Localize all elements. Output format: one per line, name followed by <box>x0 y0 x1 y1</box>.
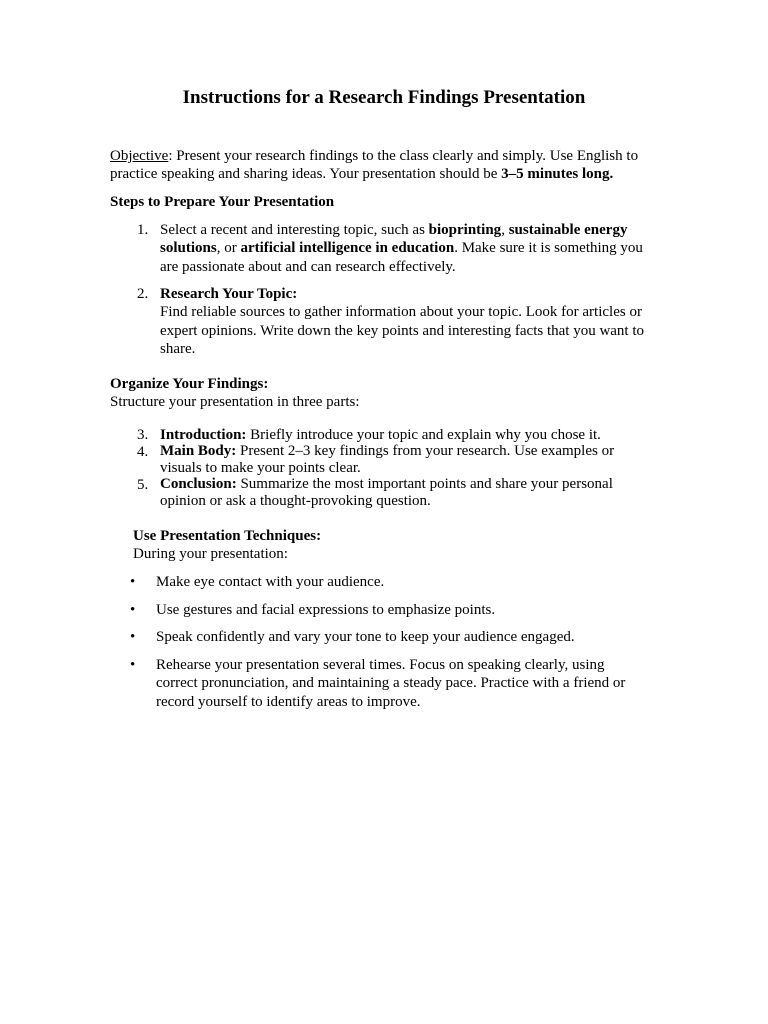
item-3-label: Introduction: <box>160 427 247 443</box>
item-5-label: Conclusion: <box>160 476 237 492</box>
step-1-intro: Select a recent and interesting topic, such as <box>160 222 429 238</box>
objective-label: Objective <box>110 148 169 164</box>
item-3-number: 3. <box>137 427 149 443</box>
bullet-icon: • <box>130 602 136 618</box>
techniques-intro: During your presentation: <box>133 546 288 562</box>
step-2-heading: Research Your Topic: <box>160 286 298 302</box>
objective-duration: 3–5 minutes long. <box>501 166 614 183</box>
bullet-icon: • <box>130 657 136 673</box>
organize-heading: Organize Your Findings: <box>110 376 269 392</box>
technique-item: Rehearse your presentation several times. Focus on speaking clearly, using correct pronunciation, and maintaining a steady pace. Practice with a friend or record yourself to identify areas to improve. <box>156 657 626 710</box>
objective-paragraph <box>110 147 670 184</box>
step-2-text <box>160 285 662 359</box>
bullet-icon: • <box>130 629 136 645</box>
technique-item: Use gestures and facial expressions to emphasize points. <box>156 602 496 618</box>
organize-intro: Structure your presentation in three parts: <box>110 394 360 410</box>
steps-heading: Steps to Prepare Your Presentation <box>110 194 335 210</box>
item-5-text <box>160 476 646 510</box>
item-4-label: Main Body: <box>160 443 237 459</box>
technique-item: Make eye contact with your audience. <box>156 574 385 590</box>
topic-bioprinting: bioprinting <box>428 222 502 238</box>
document-title: Instructions for a Research Findings Presentation <box>182 87 586 108</box>
item-3-body: Briefly introduce your topic and explain why you chose it. <box>246 427 601 443</box>
item-5-body: Summarize the most important points and share your personal opinion or ask a thought-provoking question. <box>160 476 613 509</box>
topic-sustainable-energy: sustainable energy solutions <box>160 222 628 257</box>
step-1-number: 1. <box>137 222 149 238</box>
topic-ai-education: artificial intelligence in education <box>240 240 455 257</box>
technique-item: Speak confidently and vary your tone to keep your audience engaged. <box>156 629 575 645</box>
item-4-body: Present 2–3 key findings from your research. Use examples or visuals to make your points clear. <box>160 443 615 476</box>
bullet-icon: • <box>130 574 136 590</box>
item-4-number: 4. <box>137 444 149 460</box>
separator: , or <box>216 240 241 257</box>
item-5-number: 5. <box>137 477 149 493</box>
objective-text: : Present your research findings to the class clearly and simply. Use English to practice speaking and sharing ideas. Your presentation should be <box>110 148 639 183</box>
separator: , <box>501 222 509 238</box>
step-2-number: 2. <box>137 286 149 302</box>
techniques-heading: Use Presentation Techniques: <box>133 528 322 544</box>
step-1-text <box>160 221 654 276</box>
item-3-text <box>160 426 650 444</box>
step-1-outro: . Make sure it is something you are passionate about and can research effectively. <box>160 240 643 275</box>
item-4-text <box>160 443 644 477</box>
step-2-body: Find reliable sources to gather information about your topic. Look for articles or expert opinions. Write down the key points and interesting facts that you want to share. <box>160 304 645 358</box>
